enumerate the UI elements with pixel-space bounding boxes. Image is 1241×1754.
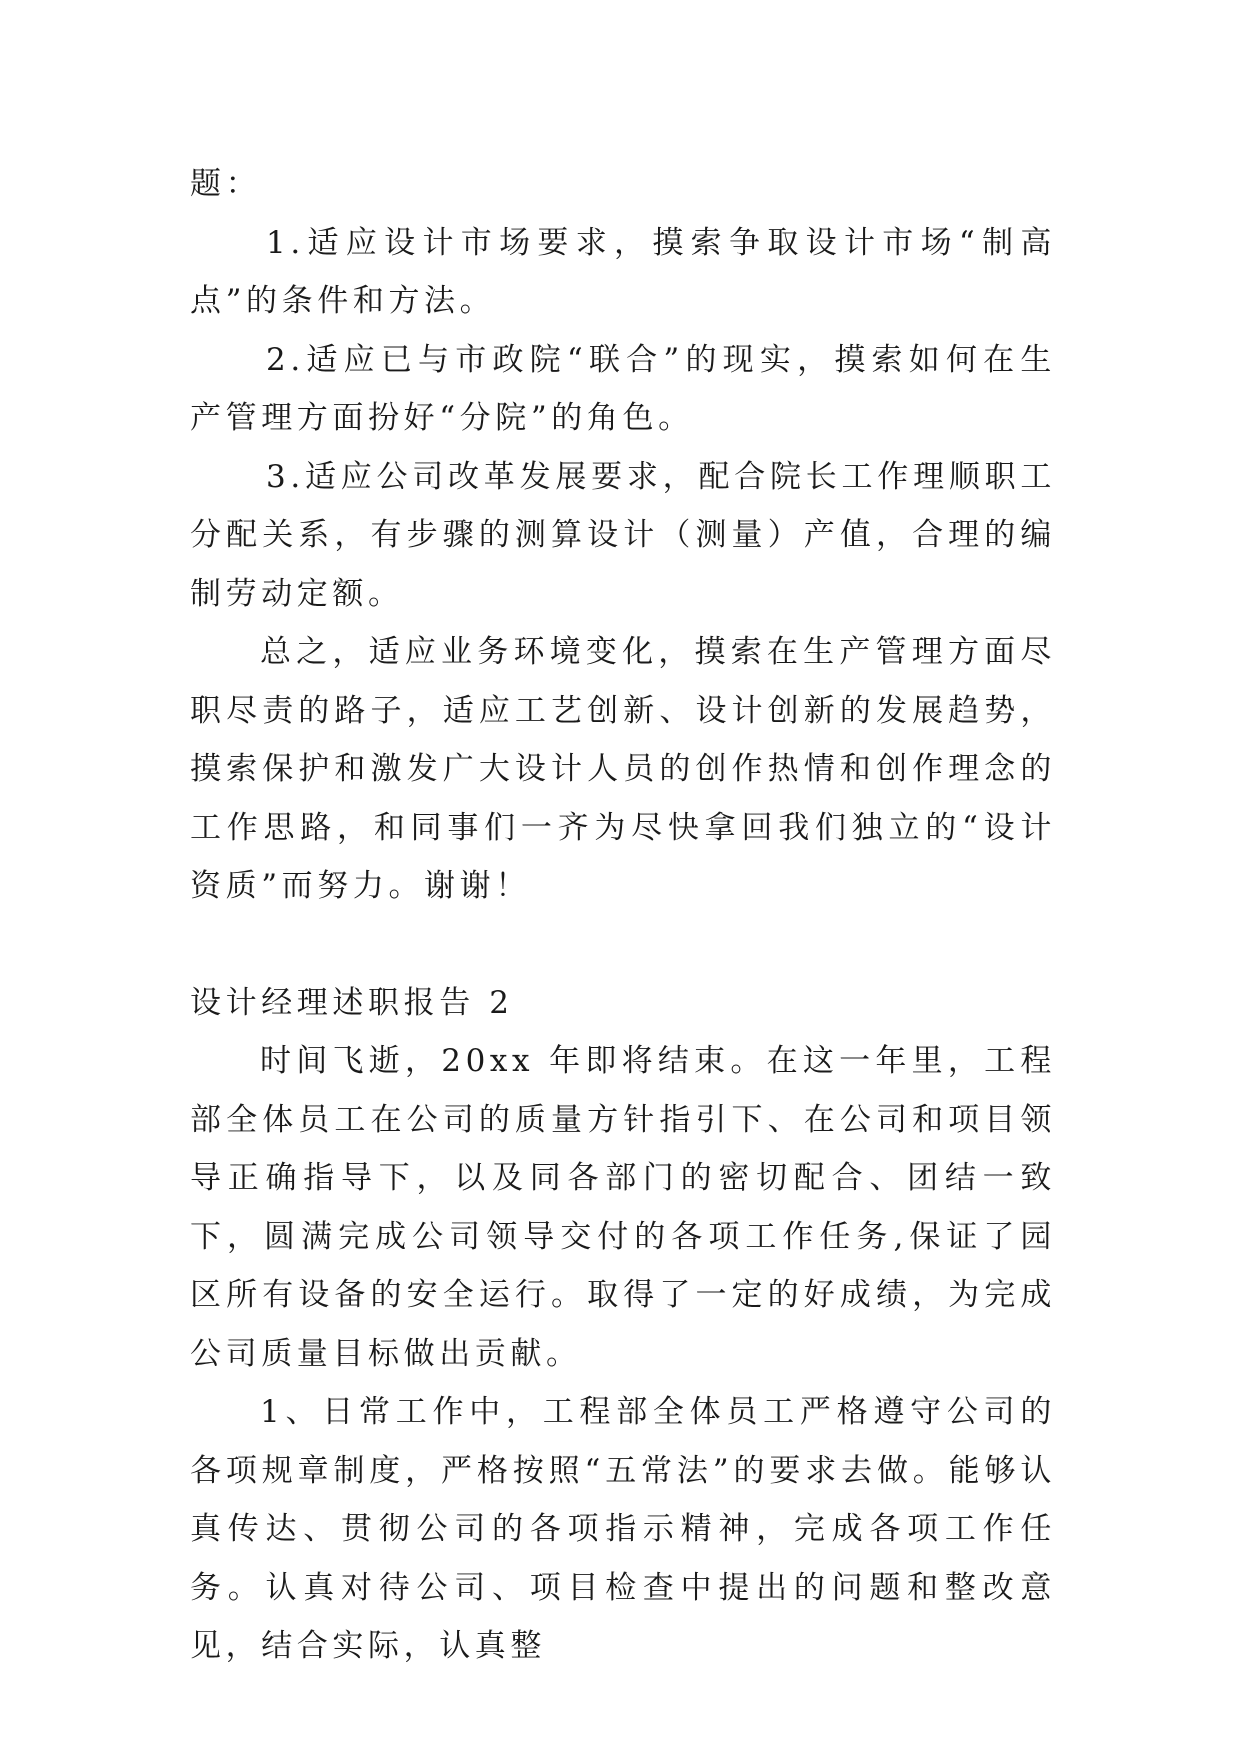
list-item-2: 2.适应已与市政院“联合”的现实，摸索如何在生产管理方面扮好“分院”的角色。 (190, 341, 1056, 436)
section-title: 设计经理述职报告 2 (190, 984, 514, 1021)
list-item-1: 1.适应设计市场要求，摸索争取设计市场“制高点”的条件和方法。 (190, 224, 1056, 319)
continuation-text: 题： (190, 166, 262, 202)
document-page (190, 155, 1056, 1676)
list-item-3: 3.适应公司改革发展要求，配合院长工作理顺职工分配关系，有步骤的测算设计（测量）产值，合理的编制劳动定额。 (190, 458, 1056, 612)
section-paragraph-2: 1、日常工作中，工程部全体员工严格遵守公司的各项规章制度，严格按照“五常法”的要求去做。能够认真传达、贯彻公司的各项指示精神，完成各项工作任务。认真对待公司、项目检查中提出的问题和整改意见，结合实际，认真整 (190, 1394, 1056, 1664)
summary-paragraph: 总之，适应业务环境变化，摸索在生产管理方面尽职尽责的路子，适应工艺创新、设计创新的发展趋势，摸索保护和激发广大设计人员的创作热情和创作理念的工作思路，和同事们一齐为尽快拿回我们独立的“设计资质”而努力。谢谢！ (190, 634, 1056, 904)
section-paragraph-1: 时间飞逝，20xx 年即将结束。在这一年里，工程部全体员工在公司的质量方针指引下、在公司和项目领导正确指导下，以及同各部门的密切配合、团结一致下，圆满完成公司领导交付的各项工作任务,保证了园区所有设备的安全运行。取得了一定的好成绩，为完成公司质量目标做出贡献。 (190, 1043, 1056, 1372)
